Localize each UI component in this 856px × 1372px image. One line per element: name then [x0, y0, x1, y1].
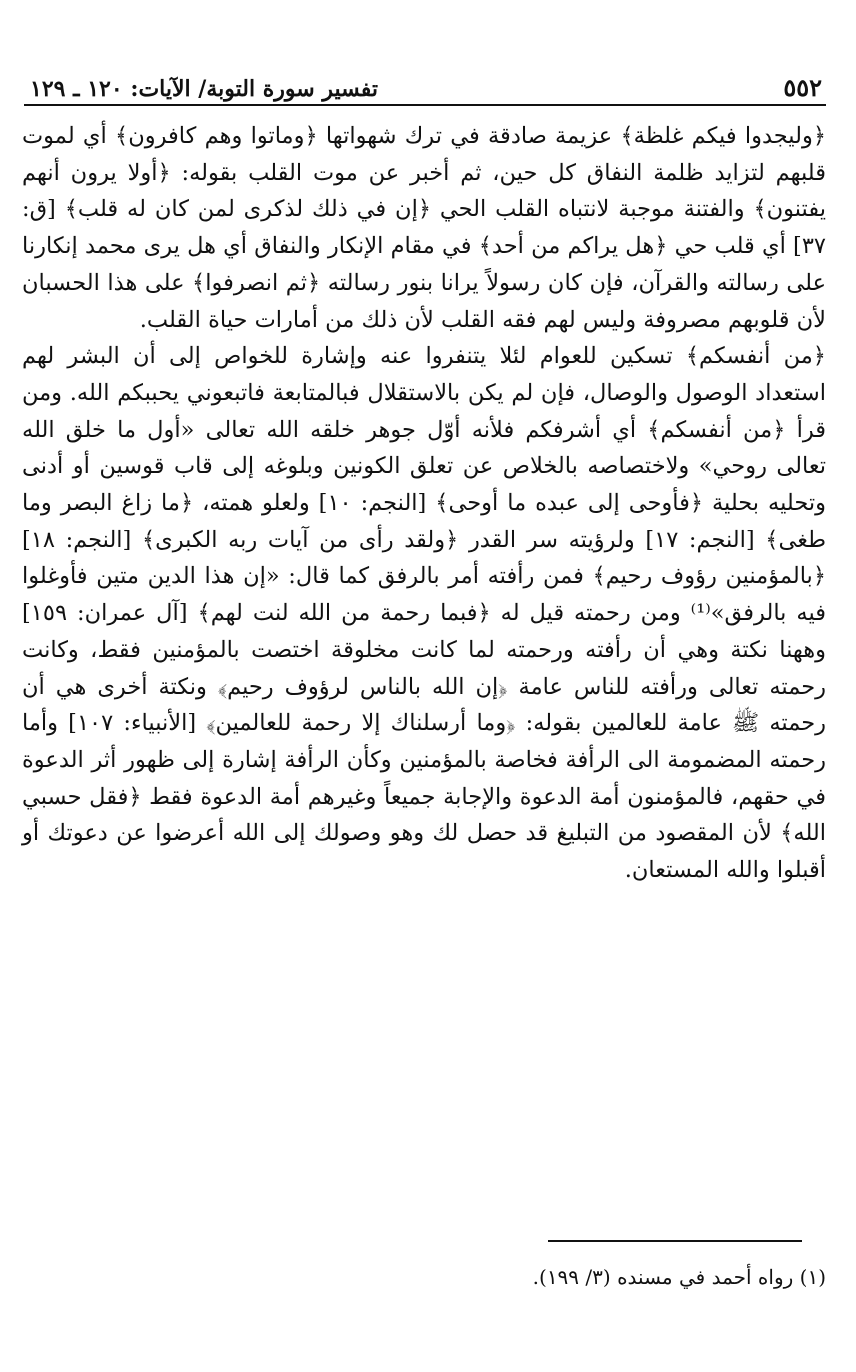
- footnote-rule: [548, 1240, 802, 1242]
- header-rule: [24, 104, 826, 106]
- page-number: ٥٥٢: [783, 73, 822, 102]
- page-header: [30, 68, 822, 102]
- footnote: (١) رواه أحمد في مسنده (٣/ ١٩٩).: [532, 1265, 826, 1289]
- paragraph: ﴿من أنفسكم﴾ تسكين للعوام لئلا يتنفروا عنه وإشارة للخواص إلى أن البشر لهم استعداد الوصول والوصال، فإن لم يكن بالاستقلال فبالمتابعة فاتبعوني يحببكم الله. ومن قرأ ﴿من أنفسكم﴾ أي أشرفكم فلأنه أوّل جوهر خلقه الله تعالى «أول ما خلق الله تعالى روحي» ولاختصاصه بالخلاص عن تعلق الكونين وبلوغه إلى قاب قوسين أو أدنى وتحليه بحلية ﴿فأوحى إلى عبده ما أوحى﴾ [النجم: ١٠] ولعلو همته، ﴿ما زاغ البصر وما طغى﴾ [النجم: ١٧] ولرؤيته سر القدر ﴿ولقد رأى من آيات ربه الكبرى﴾ [النجم: ١٨] ﴿بالمؤمنين رؤوف رحيم﴾ فمن رأفته أمر بالرفق كما قال: «إن هذا الدين متين فأوغلوا فيه بالرفق»⁽¹⁾ ومن رحمته قيل له ﴿فبما رحمة من الله لنت لهم﴾ [آل عمران: ١٥٩] وههنا نكتة وهي أن رأفته ورحمته لما كانت مخلوقة اختصت بالمؤمنين فقط، وكانت رحمته تعالى ورأفته للناس عامة ﴿إن الله بالناس لرؤوف رحيم﴾ ونكتة أخرى هي أن رحمته ﷺ عامة للعالمين بقوله: ﴿وما أرسلناك إلا رحمة للعالمين﴾ [الأنبياء: ١٠٧] وأما رحمته المضمومة الى الرأفة فخاصة بالمؤمنين وكأن الرأفة إشارة إلى ظهور أثر الدعوة في حقهم، فالمؤمنون أمة الدعوة والإجابة جميعاً وغيرهم أمة الدعوة فقط ﴿فقل حسبي الله﴾ لأن المقصود من التبليغ قد حصل لك وهو وصولك إلى الله أعرضوا عن دعوتك أو أقبلوا والله المستعان.: [22, 343, 827, 884]
- paragraph: ﴿وليجدوا فيكم غلظة﴾ عزيمة صادقة في ترك شهواتها ﴿وماتوا وهم كافرون﴾ أي لموت قلبهم لتزايد ظلمة النفاق كل حين، ثم أخبر عن موت القلب بقوله: ﴿أولا يرون أنهم يفتنون﴾ والفتنة موجبة لانتباه القلب الحي ﴿إن في ذلك لذكرى لمن كان له قلب﴾ [ق: ٣٧] أي قلب حي ﴿هل يراكم من أحد﴾ في مقام الإنكار والنفاق أي هل يرى محمد إنكارنا على رسالته والقرآن، فإن كان رسولاً يرانا بنور رسالته ﴿ثم انصرفوا﴾ على هذا الحسبان لأن قلوبهم مصروفة وليس لهم فقه القلب لأن ذلك من أمارات حياة القلب.: [22, 123, 826, 333]
- running-title: تفسير سورة التوبة/ الآيات: ١٢٠ ـ ١٢٩: [30, 76, 379, 102]
- body-text: [22, 118, 826, 889]
